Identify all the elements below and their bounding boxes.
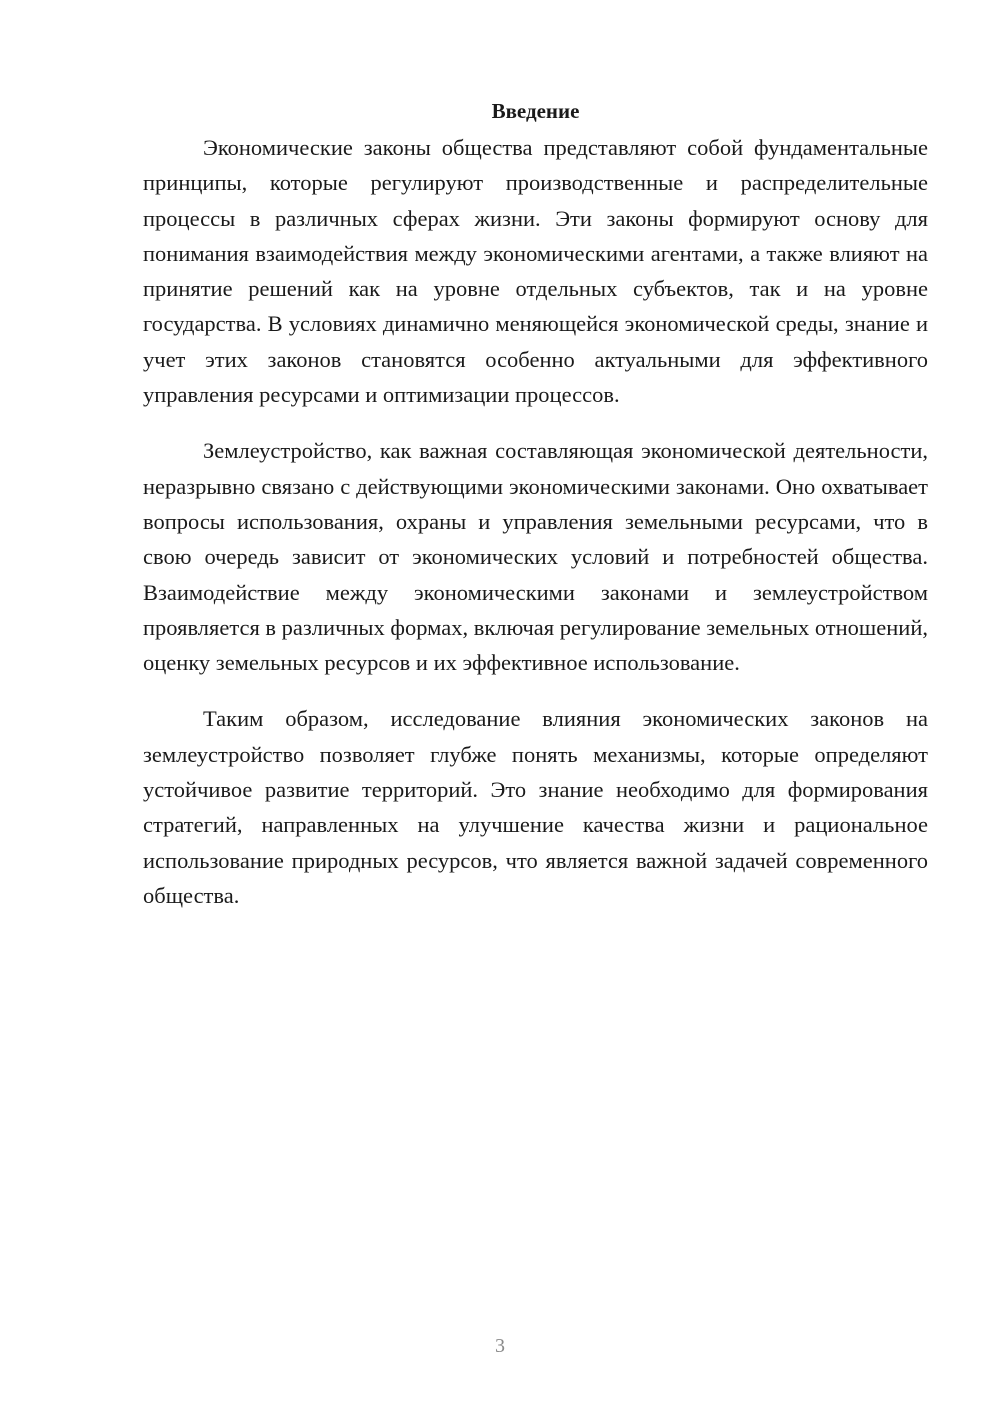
paragraph-2: Землеустройство, как важная составляющая экономической деятельности, неразрывно связано с действующими экономическими законами. Оно охватывает вопросы использования, охраны и управления земельными ресурсами, что в свою очередь зависит от экономических условий и потребностей общества. Взаимодействие между экономическими законами и землеустройством проявляется в различных формах, включая регулирование земельных отношений, оценку земельных ресурсов и их эффективное использование. (143, 438, 928, 676)
section-title: Введение (491, 99, 580, 123)
paragraph-1: Экономические законы общества представляют собой фундаментальные принципы, которые регулируют производственные и распределительные процессы в различных сферах жизни. Эти законы формируют основу для понимания взаимодействия между экономическими агентами, а также влияют на принятие решений как на уровне отдельных субъектов, так и на уровне государства. В условиях динамично меняющейся экономической среды, знание и учет этих законов становятся особенно актуальными для эффективного управления ресурсами и оптимизации процессов. (143, 135, 928, 408)
paragraph-3: Таким образом, исследование влияния экономических законов на землеустройство позволяет глубже понять механизмы, которые определяют устойчивое развитие территорий. Это знание необходимо для формирования стратегий, направленных на улучшение качества жизни и рациональное использование природных ресурсов, что является важной задачей современного общества. (143, 706, 928, 908)
page-number: 3 (495, 1335, 505, 1357)
page-content (143, 95, 928, 934)
